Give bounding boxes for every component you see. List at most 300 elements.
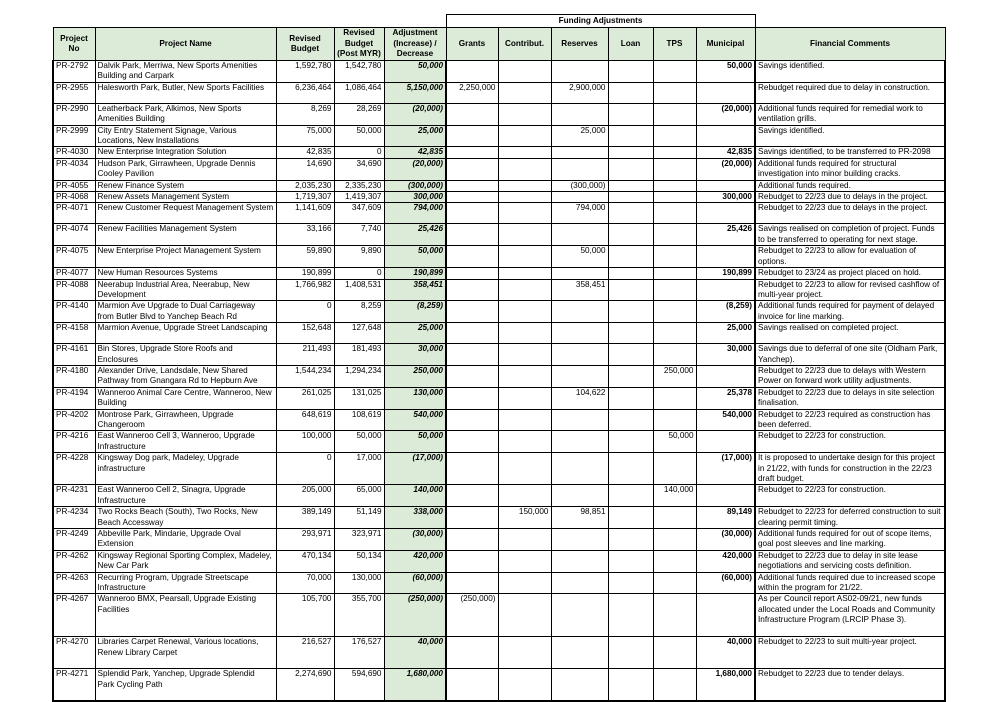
- grants-cell: (250,000): [446, 594, 498, 637]
- revised-budget-cell: 42,835: [276, 147, 334, 158]
- table-row: [53, 594, 945, 637]
- tps-cell: [653, 279, 696, 301]
- loan-cell: [608, 637, 653, 669]
- table-row: [53, 125, 945, 147]
- revised-budget-cell: 1,544,234: [276, 365, 334, 387]
- revised-budget-post-myr-cell: 0: [334, 147, 384, 158]
- reserves-cell: [551, 103, 608, 125]
- contributions-cell: [498, 103, 551, 125]
- contributions-cell: [498, 180, 551, 191]
- financial-comment-cell: Savings identified, to be transferred to PR-2098: [755, 147, 945, 158]
- contributions-cell: [498, 344, 551, 366]
- project-no-cell: PR-4267: [53, 594, 95, 637]
- grants-cell: [446, 268, 498, 279]
- adjustment-cell: 25,426: [384, 224, 446, 246]
- municipal-cell: (30,000): [696, 529, 755, 551]
- loan-cell: [608, 431, 653, 453]
- loan-cell: [608, 453, 653, 485]
- municipal-cell: 1,680,000: [696, 669, 755, 701]
- table-row: [53, 387, 945, 409]
- reserves-cell: 104,622: [551, 387, 608, 409]
- contributions-cell: [498, 387, 551, 409]
- adjustment-cell: 130,000: [384, 387, 446, 409]
- adjustment-cell: 794,000: [384, 203, 446, 224]
- adjustment-cell: 540,000: [384, 409, 446, 431]
- municipal-cell: [696, 594, 755, 637]
- municipal-cell: (8,259): [696, 301, 755, 323]
- project-name-cell: Montrose Park, Girrawheen, Upgrade Changeroom: [95, 409, 276, 431]
- adjustment-cell: 25,000: [384, 323, 446, 344]
- revised-budget-post-myr-cell: 1,542,780: [334, 61, 384, 83]
- loan-cell: [608, 268, 653, 279]
- tps-cell: [653, 529, 696, 551]
- project-no-cell: PR-4161: [53, 344, 95, 366]
- revised-budget-post-myr-cell: 9,890: [334, 246, 384, 268]
- reserves-cell: [551, 224, 608, 246]
- project-name-cell: Halesworth Park, Butler, New Sports Facilities: [95, 82, 276, 103]
- municipal-cell: 190,899: [696, 268, 755, 279]
- revised-budget-cell: 152,648: [276, 323, 334, 344]
- header-revised-budget-post-myr: Revised Budget (Post MYR): [334, 28, 384, 61]
- tps-cell: [653, 550, 696, 572]
- reserves-cell: [551, 594, 608, 637]
- loan-cell: [608, 224, 653, 246]
- contributions-cell: [498, 158, 551, 180]
- reserves-cell: [551, 192, 608, 203]
- tps-cell: [653, 203, 696, 224]
- grants-cell: [446, 180, 498, 191]
- revised-budget-cell: 59,890: [276, 246, 334, 268]
- project-no-cell: PR-4249: [53, 529, 95, 551]
- table-row: [53, 268, 945, 279]
- grants-cell: [446, 158, 498, 180]
- grants-cell: [446, 453, 498, 485]
- grants-cell: [446, 550, 498, 572]
- contributions-cell: [498, 147, 551, 158]
- financial-comment-cell: Rebudget to 22/23 due to delays in the project.: [755, 203, 945, 224]
- revised-budget-cell: 33,166: [276, 224, 334, 246]
- project-no-cell: PR-2990: [53, 103, 95, 125]
- municipal-cell: 50,000: [696, 61, 755, 83]
- financial-comment-cell: Rebudget to 22/23 to suit multi-year project.: [755, 637, 945, 669]
- financial-comment-cell: Rebudget to 23/24 as project placed on hold.: [755, 268, 945, 279]
- table-row: [53, 344, 945, 366]
- table-row: [53, 669, 945, 701]
- header-spacer-right: [755, 15, 945, 28]
- tps-cell: [653, 301, 696, 323]
- grants-cell: [446, 485, 498, 507]
- financial-comment-cell: Rebudget to 22/23 due to delay in site lease negotiations and servicing costs definition.: [755, 550, 945, 572]
- financial-comment-cell: Additional funds required for remedial work to ventilation grills.: [755, 103, 945, 125]
- grants-cell: [446, 365, 498, 387]
- loan-cell: [608, 529, 653, 551]
- revised-budget-post-myr-cell: 51,149: [334, 507, 384, 529]
- project-name-cell: Bin Stores, Upgrade Store Roofs and Enclosures: [95, 344, 276, 366]
- grants-cell: [446, 572, 498, 594]
- loan-cell: [608, 192, 653, 203]
- reserves-cell: (300,000): [551, 180, 608, 191]
- project-name-cell: New Human Resources Systems: [95, 268, 276, 279]
- project-no-cell: PR-2955: [53, 82, 95, 103]
- reserves-cell: [551, 572, 608, 594]
- tps-cell: [653, 147, 696, 158]
- adjustment-cell: 420,000: [384, 550, 446, 572]
- contributions-cell: [498, 246, 551, 268]
- financial-comment-cell: Rebudget to 22/23 required as construction has been deferred.: [755, 409, 945, 431]
- project-name-cell: Wanneroo Animal Care Centre, Wanneroo, New Building: [95, 387, 276, 409]
- table-row: [53, 61, 945, 83]
- project-no-cell: PR-4194: [53, 387, 95, 409]
- revised-budget-cell: 648,619: [276, 409, 334, 431]
- header-contributions: Contribut.: [498, 28, 551, 61]
- project-name-cell: Leatherback Park, Alkimos, New Sports Amenities Building: [95, 103, 276, 125]
- revised-budget-cell: 211,493: [276, 344, 334, 366]
- header-loan: Loan: [608, 28, 653, 61]
- tps-cell: [653, 103, 696, 125]
- grants-cell: [446, 669, 498, 701]
- revised-budget-post-myr-cell: 181,493: [334, 344, 384, 366]
- contributions-cell: [498, 82, 551, 103]
- revised-budget-post-myr-cell: 108,619: [334, 409, 384, 431]
- contributions-cell: [498, 323, 551, 344]
- tps-cell: [653, 669, 696, 701]
- loan-cell: [608, 365, 653, 387]
- reserves-cell: [551, 61, 608, 83]
- reserves-cell: 98,851: [551, 507, 608, 529]
- adjustment-cell: 250,000: [384, 365, 446, 387]
- header-reserves: Reserves: [551, 28, 608, 61]
- tps-cell: [653, 125, 696, 147]
- funding-adjustments-title: Funding Adjustments: [446, 15, 755, 28]
- adjustment-cell: 140,000: [384, 485, 446, 507]
- financial-comment-cell: Rebudget to 22/23 for deferred construction to suit clearing permit timing.: [755, 507, 945, 529]
- municipal-cell: 25,000: [696, 323, 755, 344]
- project-name-cell: Recurring Program, Upgrade Streetscape Infrastructure: [95, 572, 276, 594]
- revised-budget-post-myr-cell: 7,740: [334, 224, 384, 246]
- table-row: [53, 529, 945, 551]
- reserves-cell: [551, 637, 608, 669]
- loan-cell: [608, 301, 653, 323]
- adjustment-cell: 25,000: [384, 125, 446, 147]
- project-name-cell: Renew Facilities Management System: [95, 224, 276, 246]
- financial-comment-cell: Rebudget to 22/23 for construction.: [755, 485, 945, 507]
- financial-comment-cell: Rebudget to 22/23 due to delays in site selection finalisation.: [755, 387, 945, 409]
- project-name-cell: City Entry Statement Signage, Various Locations, New Installations: [95, 125, 276, 147]
- loan-cell: [608, 323, 653, 344]
- financial-comment-cell: Rebudget to 22/23 due to delays in the project.: [755, 192, 945, 203]
- revised-budget-cell: 216,527: [276, 637, 334, 669]
- contributions-cell: [498, 669, 551, 701]
- revised-budget-cell: 1,766,982: [276, 279, 334, 301]
- revised-budget-cell: 0: [276, 453, 334, 485]
- financial-comment-cell: Savings realised on completed project.: [755, 323, 945, 344]
- revised-budget-cell: 190,899: [276, 268, 334, 279]
- revised-budget-post-myr-cell: 50,134: [334, 550, 384, 572]
- header-revised-budget: Revised Budget: [276, 28, 334, 61]
- contributions-cell: [498, 279, 551, 301]
- contributions-cell: [498, 431, 551, 453]
- tps-cell: [653, 387, 696, 409]
- revised-budget-cell: 100,000: [276, 431, 334, 453]
- revised-budget-cell: 1,141,609: [276, 203, 334, 224]
- header-spacer: [53, 15, 446, 28]
- adjustment-cell: 5,150,000: [384, 82, 446, 103]
- municipal-cell: [696, 365, 755, 387]
- reserves-cell: [551, 550, 608, 572]
- table-row: [53, 203, 945, 224]
- contributions-cell: [498, 409, 551, 431]
- project-no-cell: PR-4088: [53, 279, 95, 301]
- reserves-cell: [551, 431, 608, 453]
- contributions-cell: [498, 192, 551, 203]
- table-row: [53, 180, 945, 191]
- municipal-cell: 25,426: [696, 224, 755, 246]
- contributions-cell: [498, 301, 551, 323]
- revised-budget-post-myr-cell: 127,648: [334, 323, 384, 344]
- loan-cell: [608, 572, 653, 594]
- grants-cell: [446, 431, 498, 453]
- loan-cell: [608, 203, 653, 224]
- project-no-cell: PR-4030: [53, 147, 95, 158]
- municipal-cell: 30,000: [696, 344, 755, 366]
- revised-budget-post-myr-cell: 2,335,230: [334, 180, 384, 191]
- reserves-cell: [551, 158, 608, 180]
- reserves-cell: 25,000: [551, 125, 608, 147]
- table-row: [53, 572, 945, 594]
- revised-budget-post-myr-cell: 34,690: [334, 158, 384, 180]
- revised-budget-cell: 261,025: [276, 387, 334, 409]
- project-no-cell: PR-4270: [53, 637, 95, 669]
- revised-budget-cell: 389,149: [276, 507, 334, 529]
- contributions-cell: [498, 224, 551, 246]
- reserves-cell: [551, 323, 608, 344]
- project-no-cell: PR-4216: [53, 431, 95, 453]
- project-no-cell: PR-4234: [53, 507, 95, 529]
- reserves-cell: [551, 669, 608, 701]
- project-name-cell: Abbeville Park, Mindarie, Upgrade Oval Extension: [95, 529, 276, 551]
- tps-cell: [653, 61, 696, 83]
- municipal-cell: [696, 431, 755, 453]
- project-name-cell: East Wanneroo Cell 3, Wanneroo, Upgrade Infrastructure: [95, 431, 276, 453]
- project-no-cell: PR-4068: [53, 192, 95, 203]
- revised-budget-post-myr-cell: 1,294,234: [334, 365, 384, 387]
- reserves-cell: [551, 365, 608, 387]
- project-name-cell: Two Rocks Beach (South), Two Rocks, New Beach Accessway: [95, 507, 276, 529]
- project-no-cell: PR-4271: [53, 669, 95, 701]
- tps-cell: [653, 192, 696, 203]
- table-row: [53, 82, 945, 103]
- grants-cell: [446, 125, 498, 147]
- project-no-cell: PR-4231: [53, 485, 95, 507]
- project-name-cell: Neerabup Industrial Area, Neerabup, New Development: [95, 279, 276, 301]
- loan-cell: [608, 158, 653, 180]
- loan-cell: [608, 344, 653, 366]
- revised-budget-cell: 8,269: [276, 103, 334, 125]
- header-financial-comments: Financial Comments: [755, 28, 945, 61]
- loan-cell: [608, 147, 653, 158]
- tps-cell: [653, 637, 696, 669]
- capital-works-table-container: [52, 14, 946, 702]
- municipal-cell: 40,000: [696, 637, 755, 669]
- project-name-cell: New Enterprise Integration Solution: [95, 147, 276, 158]
- table-row: [53, 365, 945, 387]
- revised-budget-post-myr-cell: 131,025: [334, 387, 384, 409]
- loan-cell: [608, 594, 653, 637]
- table-row: [53, 550, 945, 572]
- project-no-cell: PR-4140: [53, 301, 95, 323]
- adjustment-cell: 50,000: [384, 61, 446, 83]
- municipal-cell: 540,000: [696, 409, 755, 431]
- adjustment-cell: (30,000): [384, 529, 446, 551]
- municipal-cell: 25,378: [696, 387, 755, 409]
- grants-cell: [446, 323, 498, 344]
- municipal-cell: [696, 180, 755, 191]
- table-row: [53, 192, 945, 203]
- revised-budget-post-myr-cell: 1,408,531: [334, 279, 384, 301]
- project-no-cell: PR-4180: [53, 365, 95, 387]
- reserves-cell: [551, 268, 608, 279]
- table-row: [53, 224, 945, 246]
- financial-comment-cell: Savings due to deferral of one site (Oldham Park, Yanchep).: [755, 344, 945, 366]
- municipal-cell: (20,000): [696, 103, 755, 125]
- adjustment-cell: (250,000): [384, 594, 446, 637]
- revised-budget-post-myr-cell: 130,000: [334, 572, 384, 594]
- table-row: [53, 507, 945, 529]
- revised-budget-cell: 205,000: [276, 485, 334, 507]
- tps-cell: [653, 594, 696, 637]
- reserves-cell: [551, 453, 608, 485]
- revised-budget-cell: 14,690: [276, 158, 334, 180]
- project-no-cell: PR-4202: [53, 409, 95, 431]
- reserves-cell: 50,000: [551, 246, 608, 268]
- tps-cell: 140,000: [653, 485, 696, 507]
- capital-works-adjustments-table: [52, 14, 946, 702]
- municipal-cell: [696, 485, 755, 507]
- loan-cell: [608, 485, 653, 507]
- financial-comment-cell: Savings realised on completion of project. Funds to be transferred to operating for next stage.: [755, 224, 945, 246]
- revised-budget-cell: 1,719,307: [276, 192, 334, 203]
- municipal-cell: (20,000): [696, 158, 755, 180]
- project-name-cell: Dalvik Park, Merriwa, New Sports Amenities Building and Carpark: [95, 61, 276, 83]
- project-name-cell: Marmion Ave Upgrade to Dual Carriageway from Butler Blvd to Yanchep Beach Rd: [95, 301, 276, 323]
- loan-cell: [608, 246, 653, 268]
- reserves-cell: [551, 147, 608, 158]
- project-name-cell: Renew Assets Management System: [95, 192, 276, 203]
- reserves-cell: [551, 301, 608, 323]
- adjustment-cell: (300,000): [384, 180, 446, 191]
- contributions-cell: [498, 485, 551, 507]
- project-no-cell: PR-4071: [53, 203, 95, 224]
- project-name-cell: Wanneroo BMX, Pearsall, Upgrade Existing Facilities: [95, 594, 276, 637]
- reserves-cell: [551, 485, 608, 507]
- financial-comment-cell: Savings identified.: [755, 61, 945, 83]
- tps-cell: [653, 344, 696, 366]
- table-row: [53, 409, 945, 431]
- project-name-cell: Alexander Drive, Landsdale, New Shared Pathway from Gnangara Rd to Hepburn Ave: [95, 365, 276, 387]
- grants-cell: [446, 507, 498, 529]
- contributions-cell: [498, 203, 551, 224]
- revised-budget-post-myr-cell: 594,690: [334, 669, 384, 701]
- revised-budget-cell: 293,971: [276, 529, 334, 551]
- revised-budget-post-myr-cell: 50,000: [334, 125, 384, 147]
- loan-cell: [608, 550, 653, 572]
- project-no-cell: PR-4055: [53, 180, 95, 191]
- loan-cell: [608, 409, 653, 431]
- project-name-cell: East Wanneroo Cell 2, Sinagra, Upgrade Infrastructure: [95, 485, 276, 507]
- grants-cell: [446, 279, 498, 301]
- contributions-cell: [498, 594, 551, 637]
- loan-cell: [608, 387, 653, 409]
- financial-comment-cell: Rebudget to 22/23 to allow for evaluation of options.: [755, 246, 945, 268]
- loan-cell: [608, 82, 653, 103]
- grants-cell: [446, 147, 498, 158]
- revised-budget-post-myr-cell: 28,269: [334, 103, 384, 125]
- municipal-cell: [696, 279, 755, 301]
- project-no-cell: PR-4228: [53, 453, 95, 485]
- tps-cell: [653, 409, 696, 431]
- loan-cell: [608, 180, 653, 191]
- project-name-cell: Kingsway Dog park, Madeley, Upgrade infrastructure: [95, 453, 276, 485]
- financial-comment-cell: It is proposed to undertake design for this project in 21/22, with funds for construction in the 22/23 draft budget.: [755, 453, 945, 485]
- municipal-cell: 89,149: [696, 507, 755, 529]
- project-no-cell: PR-4077: [53, 268, 95, 279]
- contributions-cell: [498, 572, 551, 594]
- revised-budget-post-myr-cell: 65,000: [334, 485, 384, 507]
- grants-cell: [446, 529, 498, 551]
- adjustment-cell: 50,000: [384, 431, 446, 453]
- table-row: [53, 301, 945, 323]
- reserves-cell: [551, 344, 608, 366]
- contributions-cell: [498, 529, 551, 551]
- municipal-cell: [696, 82, 755, 103]
- revised-budget-post-myr-cell: 17,000: [334, 453, 384, 485]
- project-no-cell: PR-2999: [53, 125, 95, 147]
- contributions-cell: 150,000: [498, 507, 551, 529]
- adjustment-cell: 50,000: [384, 246, 446, 268]
- financial-comment-cell: Additional funds required for structural investigation into minor building cracks.: [755, 158, 945, 180]
- revised-budget-post-myr-cell: 8,259: [334, 301, 384, 323]
- revised-budget-post-myr-cell: 355,700: [334, 594, 384, 637]
- revised-budget-post-myr-cell: 347,609: [334, 203, 384, 224]
- adjustment-cell: (60,000): [384, 572, 446, 594]
- tps-cell: [653, 323, 696, 344]
- reserves-cell: 2,900,000: [551, 82, 608, 103]
- financial-comment-cell: Rebudget to 22/23 for construction.: [755, 431, 945, 453]
- financial-comment-cell: Rebudget to 22/23 to allow for revised cashflow of multi-year project.: [755, 279, 945, 301]
- table-body: [53, 61, 945, 701]
- adjustment-cell: 338,000: [384, 507, 446, 529]
- table-row: [53, 323, 945, 344]
- grants-cell: [446, 637, 498, 669]
- municipal-cell: (60,000): [696, 572, 755, 594]
- grants-cell: [446, 409, 498, 431]
- loan-cell: [608, 279, 653, 301]
- header-grants: Grants: [446, 28, 498, 61]
- grants-cell: [446, 301, 498, 323]
- revised-budget-post-myr-cell: 176,527: [334, 637, 384, 669]
- adjustment-cell: (20,000): [384, 103, 446, 125]
- loan-cell: [608, 61, 653, 83]
- adjustment-cell: 42,835: [384, 147, 446, 158]
- grants-cell: [446, 103, 498, 125]
- contributions-cell: [498, 637, 551, 669]
- municipal-cell: 300,000: [696, 192, 755, 203]
- loan-cell: [608, 125, 653, 147]
- project-name-cell: Kingsway Regional Sporting Complex, Madeley, New Car Park: [95, 550, 276, 572]
- revised-budget-cell: 470,134: [276, 550, 334, 572]
- table-row: [53, 453, 945, 485]
- project-no-cell: PR-4158: [53, 323, 95, 344]
